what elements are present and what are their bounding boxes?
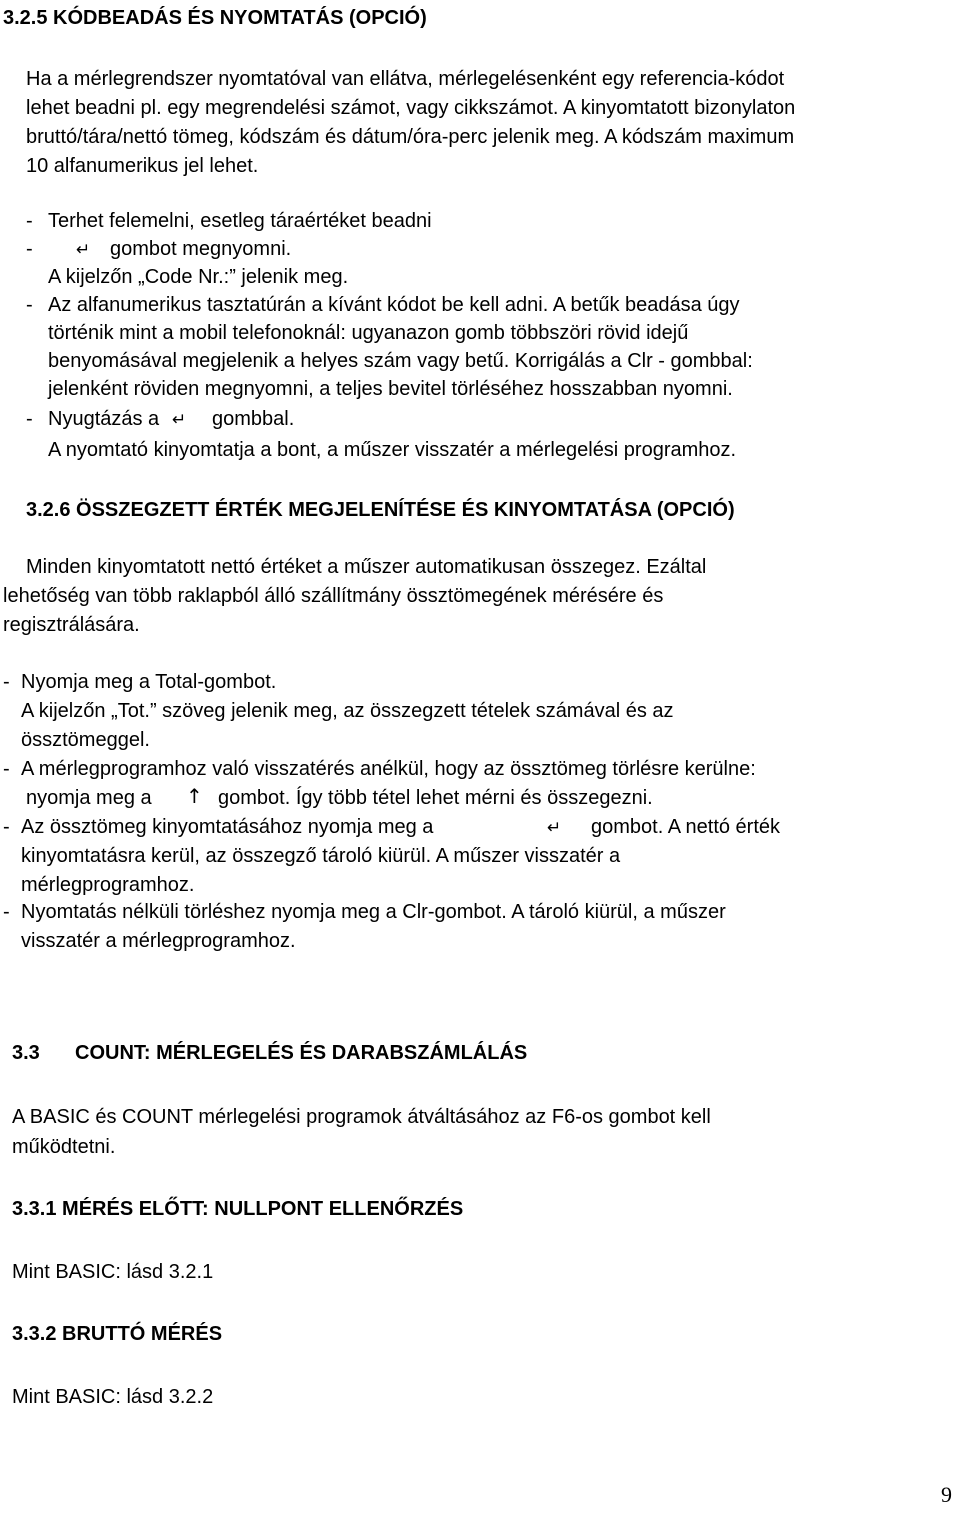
paragraph-line: Mint BASIC: lásd 3.2.1 (12, 1261, 214, 1283)
list-item-text: történik mint a mobil telefonoknál: ugyanazon gomb többszöri rövid idejű (48, 322, 689, 344)
list-dash: - (26, 210, 33, 232)
paragraph-line: 10 alfanumerikus jel lehet. (26, 155, 259, 177)
list-dash: - (3, 816, 10, 838)
paragraph-line: lehetőség van több raklapból álló szállítmány össztömegének mérésére és (3, 585, 664, 607)
section-heading-3-2-6: 3.2.6 ÖSSZEGZETT ÉRTÉK MEGJELENÍTÉSE ÉS KINYOMTATÁSA (OPCIÓ) (26, 499, 735, 521)
list-dash: - (3, 901, 10, 923)
section-heading-3-2-5: 3.2.5 KÓDBEADÁS ÉS NYOMTATÁS (OPCIÓ) (3, 7, 427, 29)
paragraph-line: regisztrálására. (3, 614, 140, 636)
paragraph-line: A BASIC és COUNT mérlegelési programok átváltásához az F6-os gombot kell (12, 1106, 711, 1128)
section-heading-3-3: COUNT: MÉRLEGELÉS ÉS DARABSZÁMLÁLÁS (75, 1042, 528, 1064)
list-item-text: kinyomtatásra kerül, az összegző tároló kiürül. A műszer visszatér a (21, 845, 621, 867)
paragraph-line: Ha a mérlegrendszer nyomtatóval van ellátva, mérlegelésenként egy referencia-kódot (26, 68, 785, 90)
list-item-text: gombot. A nettó érték (591, 816, 781, 838)
list-item-text: nyomja meg a (26, 787, 152, 809)
enter-key-icon: ↵ (172, 410, 187, 430)
list-item-text: Az össztömeg kinyomtatásához nyomja meg a (21, 816, 434, 838)
list-item-text: A kijelzőn „Code Nr.:” jelenik meg. (48, 266, 349, 288)
list-item-text: A kijelzőn „Tot.” szöveg jelenik meg, az összegzett tételek számával és az (21, 700, 674, 722)
list-item-text: A nyomtató kinyomtatja a bont, a műszer visszatér a mérlegelési programhoz. (48, 439, 737, 461)
list-item-text: gombot megnyomni. (110, 238, 292, 260)
list-item-text: Terhet felemelni, esetleg táraértéket beadni (48, 210, 432, 232)
list-item-text: Nyomtatás nélküli törléshez nyomja meg a Clr-gombot. A tároló kiürül, a műszer (21, 901, 726, 923)
list-dash: - (26, 408, 33, 430)
paragraph-line: működtetni. (12, 1136, 116, 1158)
list-dash: - (3, 671, 10, 693)
paragraph-line: lehet beadni pl. egy megrendelési számot, vagy cikkszámot. A kinyomtatott bizonylaton (26, 97, 796, 119)
list-item-text: gombot. Így több tétel lehet mérni és összegezni. (218, 787, 653, 809)
list-item-text: gombbal. (212, 408, 295, 430)
list-dash: - (26, 294, 33, 316)
list-item-text: össztömeggel. (21, 729, 150, 751)
list-item-text: Nyomja meg a Total-gombot. (21, 671, 277, 693)
page-number: 9 (941, 1482, 952, 1507)
list-item-text: jelenként röviden megnyomni, a teljes bevitel törléséhez hosszabban nyomni. (48, 378, 733, 400)
list-dash: - (3, 758, 10, 780)
list-dash: - (26, 238, 33, 260)
paragraph-line: bruttó/tára/nettó tömeg, kódszám és dátum/óra-perc jelenik meg. A kódszám maximum (26, 126, 795, 148)
enter-key-icon: ↵ (76, 240, 91, 260)
paragraph-line: Minden kinyomtatott nettó értéket a műszer automatikusan összegez. Ezáltal (26, 556, 707, 578)
list-item-text: benyomásával megjelenik a helyes szám vagy betű. Korrigálás a Clr - gombbal: (48, 350, 753, 372)
section-heading-3-3-1: 3.3.1 MÉRÉS ELŐTT: NULLPONT ELLENŐRZÉS (12, 1198, 464, 1220)
enter-key-icon: ↵ (547, 818, 562, 838)
list-item-text: A mérlegprogramhoz való visszatérés anélkül, hogy az össztömeg törlésre kerülne: (21, 758, 756, 780)
section-number-3-3: 3.3 (12, 1042, 40, 1064)
up-arrow-key-icon: ↑ (186, 784, 203, 808)
list-item-text: Az alfanumerikus tasztatúrán a kívánt kódot be kell adni. A betűk beadása úgy (48, 294, 740, 316)
list-item-text: Nyugtázás a (48, 408, 160, 430)
list-item-text: mérlegprogramhoz. (21, 874, 195, 896)
list-item-text: visszatér a mérlegprogramhoz. (21, 930, 296, 952)
section-heading-3-3-2: 3.3.2 BRUTTÓ MÉRÉS (12, 1323, 223, 1345)
paragraph-line: Mint BASIC: lásd 3.2.2 (12, 1386, 214, 1408)
